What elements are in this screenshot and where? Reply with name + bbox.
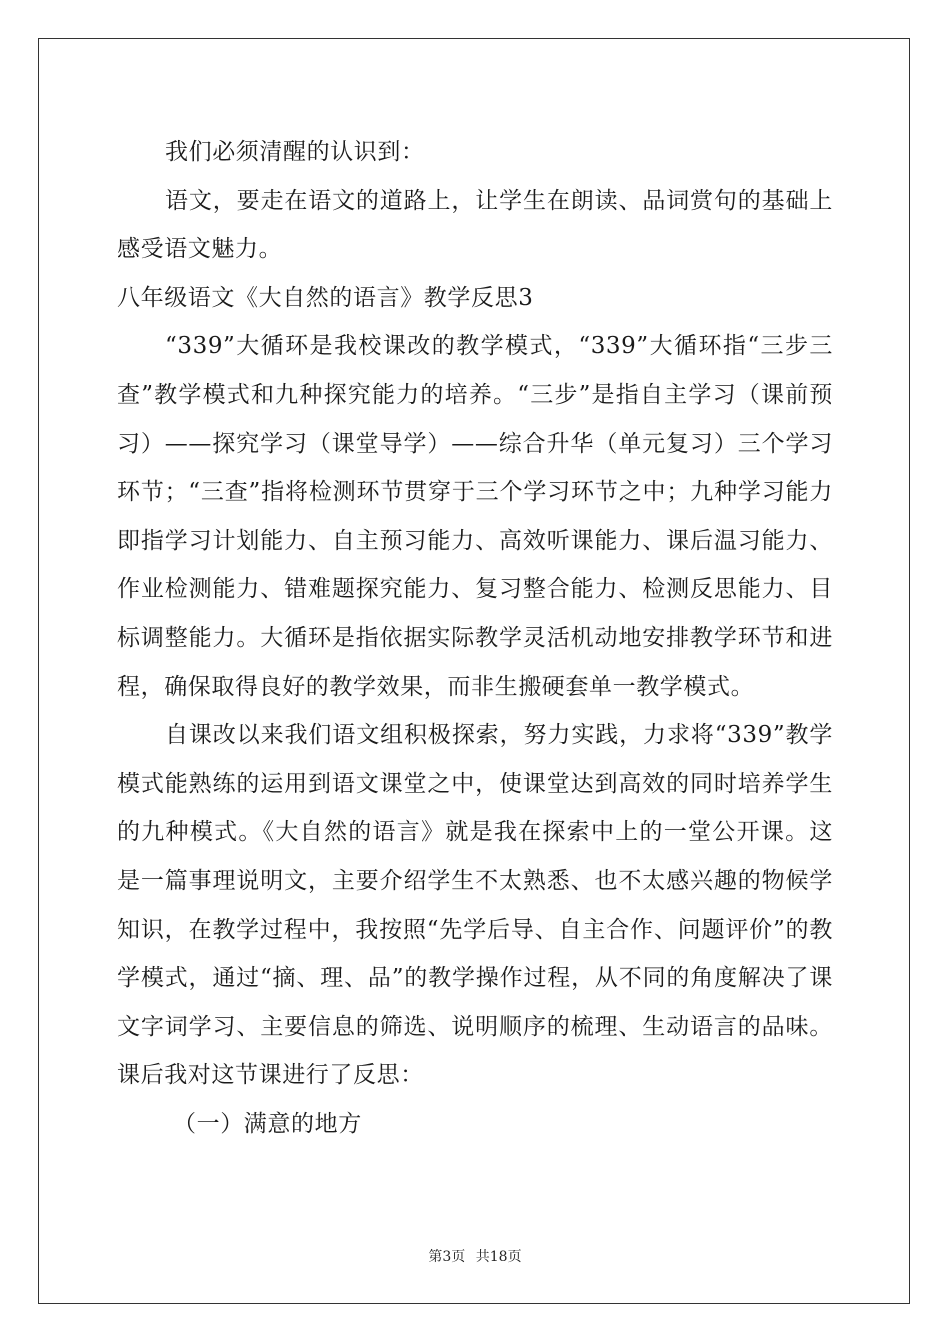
subsection-heading: （一）满意的地方: [173, 1110, 362, 1137]
section-heading: 八年级语文《大自然的语言》教学反思3: [117, 284, 534, 311]
page-footer: [0, 1246, 950, 1266]
paragraph: 我们必须清醒的认识到：: [165, 139, 425, 165]
paragraph: 自课改以来我们语文组积极探索，努力实践，力求将“339”教学模式能熟练的运用到语文课堂之中，使课堂达到高效的同时培养学生的九种模式。《大自然的语言》就是我在探索中上的一堂公开课。这是一篇事理说明文，主要介绍学生不太熟悉、也不太感兴趣的物候学知识，在教学过程中，我按照“先学后导、自主合作、问题评价”的教学模式，通过“摘、理、品”的教学操作过程，从不同的角度解决了课文字词学习、主要信息的筛选、说明顺序的梳理、生动语言的品味。课后我对这节课进行了反思：: [117, 722, 833, 1089]
document-body: [117, 128, 833, 1148]
paragraph: “339”大循环是我校课改的教学模式，“339”大循环指“三步三查”教学模式和九种探究能力的培养。“三步”是指自主学习（课前预习）——探究学习（课堂导学）——综合升华（单元复习）三个学习环节；“三查”指将检测环节贯穿于三个学习环节之中；九种学习能力即指学习计划能力、自主预习能力、高效听课能力、课后温习能力、作业检测能力、错难题探究能力、复习整合能力、检测反思能力、目标调整能力。大循环是指依据实际教学灵活机动地安排教学环节和进程，确保取得良好的教学效果，而非生搬硬套单一教学模式。: [117, 333, 833, 700]
paragraph: 语文，要走在语文的道路上，让学生在朗读、品词赏句的基础上感受语文魅力。: [117, 187, 833, 263]
total-pages: 共18页: [475, 1249, 522, 1265]
page-number: 第3页: [428, 1249, 466, 1265]
